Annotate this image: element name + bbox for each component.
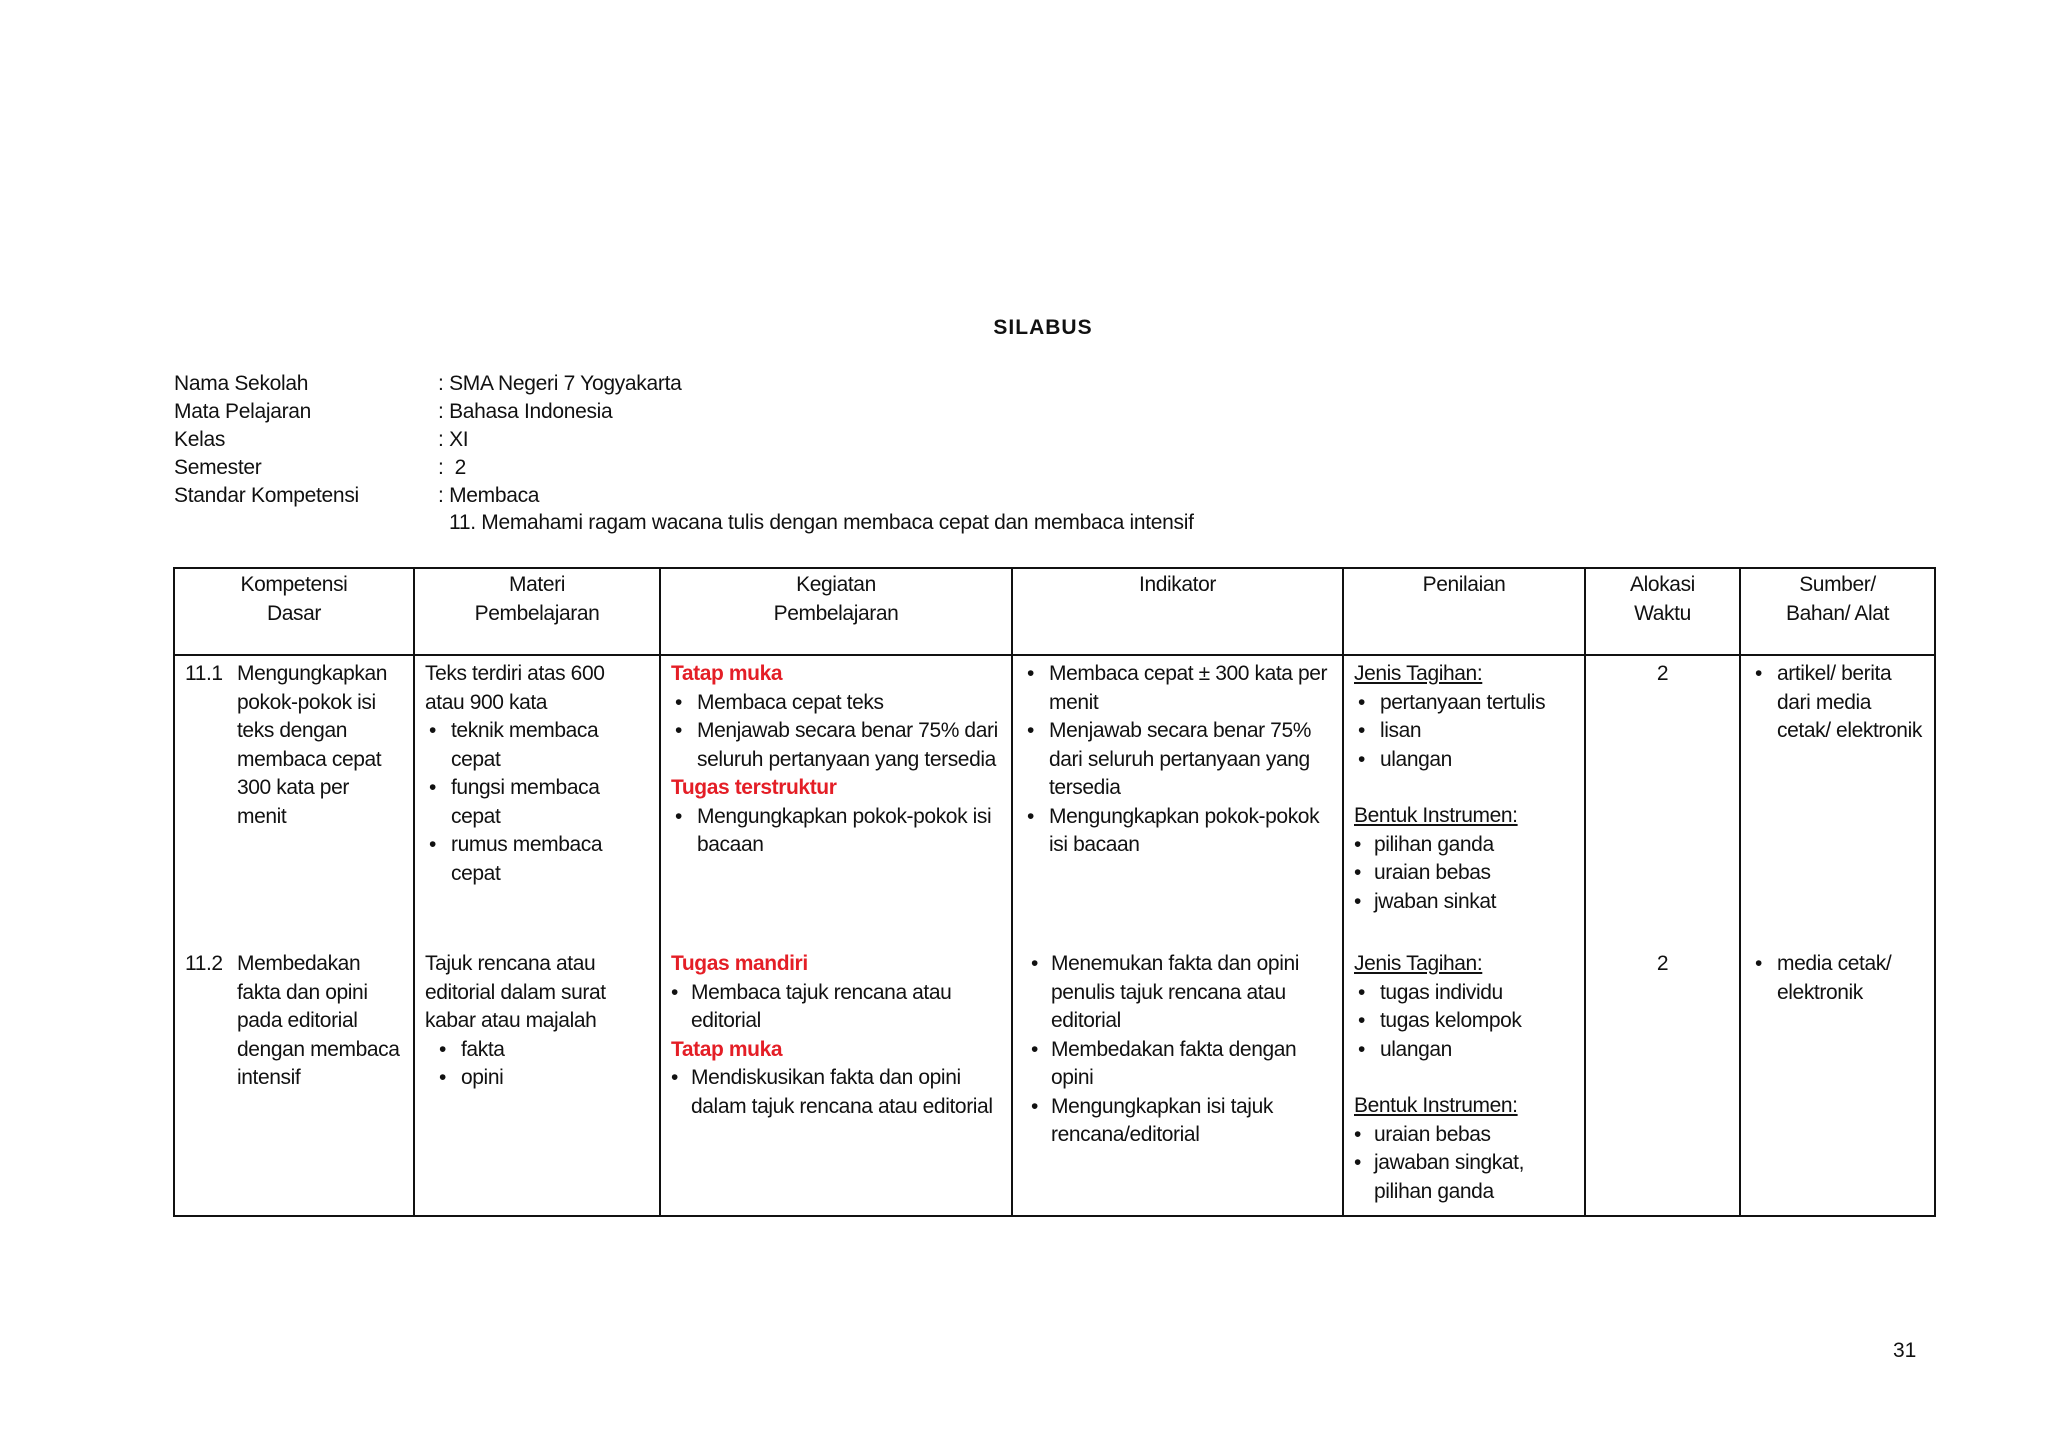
info-label: Standar Kompetensi xyxy=(174,484,359,507)
table-row xyxy=(174,655,1935,950)
list-item: • jawaban singkat, pilihan ganda xyxy=(1354,1149,1574,1206)
info-row-nama-sekolah xyxy=(174,370,682,398)
info-row-mata-pelajaran xyxy=(174,398,682,426)
info-label: Mata Pelajaran xyxy=(174,400,312,423)
kd-text: Membedakan fakta dan opini pada editorial dengan membaca intensif xyxy=(237,952,400,1089)
indikator-list xyxy=(1023,660,1332,860)
kd-number: 11.1 xyxy=(185,662,223,685)
cell-indikator xyxy=(1012,950,1343,1216)
materi-text: Tajuk rencana atau editorial dalam surat kabar atau majalah xyxy=(425,952,606,1032)
list-item: • Menjawab secara benar 75% dari seluruh pertanyaan yang tersedia xyxy=(671,717,1001,774)
list-item: • artikel/ berita dari media cetak/ elektronik xyxy=(1751,660,1924,746)
materi-list xyxy=(425,1036,649,1093)
list-item: • rumus membaca cepat xyxy=(425,831,649,888)
info-row-standar-kompetensi xyxy=(174,482,682,510)
header-alokasi-waktu: Alokasi Waktu xyxy=(1585,568,1740,655)
header-kompetensi-dasar: Kompetensi Dasar xyxy=(174,568,414,655)
list-item: • fungsi membaca cepat xyxy=(425,774,649,831)
info-value: : 2 xyxy=(438,456,466,479)
info-label: Nama Sekolah xyxy=(174,372,309,395)
kegiatan-list xyxy=(671,979,1001,1036)
info-label: Kelas xyxy=(174,428,226,451)
kegiatan-heading: Tugas terstruktur xyxy=(671,776,837,799)
info-label: Semester xyxy=(174,456,262,479)
materi-text: Teks terdiri atas 600 atau 900 kata xyxy=(425,662,605,714)
kegiatan-list xyxy=(671,1064,1001,1121)
kegiatan-heading: Tugas mandiri xyxy=(671,952,808,975)
list-item: • media cetak/ elektronik xyxy=(1751,950,1924,1007)
list-item: • jwaban sinkat xyxy=(1354,888,1574,917)
penilaian-heading: Bentuk Instrumen: xyxy=(1354,1094,1518,1117)
indikator-list xyxy=(1023,950,1332,1150)
syllabus-table xyxy=(173,567,1936,1217)
cell-sumber xyxy=(1740,950,1935,1216)
list-item: • opini xyxy=(435,1064,649,1093)
list-item: • Membaca cepat teks xyxy=(671,689,1001,718)
syllabus-info xyxy=(174,370,682,510)
info-value: : Bahasa Indonesia xyxy=(438,400,613,423)
materi-list xyxy=(425,717,649,888)
kd-text: Mengungkapkan pokok-pokok isi teks dengan membaca cepat 300 kata per menit xyxy=(237,662,388,828)
document-title: SILABUS xyxy=(993,316,1093,339)
penilaian-heading: Jenis Tagihan: xyxy=(1354,952,1483,975)
list-item: • Membaca tajuk rencana atau editorial xyxy=(671,979,1001,1036)
cell-materi xyxy=(414,950,660,1216)
sumber-list xyxy=(1751,660,1924,746)
cell-kegiatan xyxy=(660,950,1012,1216)
cell-indikator xyxy=(1012,655,1343,950)
list-item: • pilihan ganda xyxy=(1354,831,1574,860)
list-item: • uraian bebas xyxy=(1354,859,1574,888)
penilaian-list xyxy=(1354,831,1574,917)
cell-kegiatan xyxy=(660,655,1012,950)
cell-alokasi: 2 xyxy=(1585,950,1740,1216)
cell-kompetensi-dasar xyxy=(174,950,414,1216)
penilaian-heading: Jenis Tagihan: xyxy=(1354,662,1483,685)
page-number: 31 xyxy=(1893,1339,1917,1362)
kd-number: 11.2 xyxy=(185,952,223,975)
list-item: • Mengungkapkan pokok-pokok isi bacaan xyxy=(671,803,1001,860)
kegiatan-list xyxy=(671,689,1001,775)
penilaian-list xyxy=(1354,1121,1574,1207)
list-item: • ulangan xyxy=(1354,1036,1574,1065)
list-item: • uraian bebas xyxy=(1354,1121,1574,1150)
list-item: • ulangan xyxy=(1354,746,1574,775)
sumber-list xyxy=(1751,950,1924,1007)
list-item: • pertanyaan tertulis xyxy=(1354,689,1574,718)
info-row-semester xyxy=(174,454,682,482)
list-item: • tugas individu xyxy=(1354,979,1574,1008)
info-value: : XI xyxy=(438,428,469,451)
cell-alokasi: 2 xyxy=(1585,655,1740,950)
info-value: : SMA Negeri 7 Yogyakarta xyxy=(438,372,682,395)
kegiatan-heading: Tatap muka xyxy=(671,662,783,685)
kegiatan-heading: Tatap muka xyxy=(671,1037,783,1061)
standar-kompetensi-text: 11. Memahami ragam wacana tulis dengan membaca cepat dan membaca intensif xyxy=(449,511,1194,534)
header-indikator: Indikator xyxy=(1012,568,1343,655)
header-kegiatan-pembelajaran: Kegiatan Pembelajaran xyxy=(660,568,1012,655)
list-item: • Mengungkapkan pokok-pokok isi bacaan xyxy=(1023,803,1332,860)
penilaian-list xyxy=(1354,689,1574,775)
cell-materi xyxy=(414,655,660,950)
header-penilaian: Penilaian xyxy=(1343,568,1585,655)
list-item: • Membaca cepat ± 300 kata per menit xyxy=(1023,660,1332,717)
header-sumber: Sumber/ Bahan/ Alat xyxy=(1740,568,1935,655)
list-item: • Mendiskusikan fakta dan opini dalam tajuk rencana atau editorial xyxy=(671,1064,1001,1121)
list-item: • Membedakan fakta dengan opini xyxy=(1031,1036,1332,1093)
table-header-row xyxy=(174,568,1935,655)
header-materi-pembelajaran: Materi Pembelajaran xyxy=(414,568,660,655)
info-value: : Membaca xyxy=(438,484,540,507)
info-row-kelas xyxy=(174,426,682,454)
kegiatan-list xyxy=(671,803,1001,860)
penilaian-heading: Bentuk Instrumen: xyxy=(1354,804,1518,827)
list-item: • teknik membaca cepat xyxy=(425,717,649,774)
cell-penilaian xyxy=(1343,950,1585,1216)
cell-penilaian xyxy=(1343,655,1585,950)
list-item: • Menemukan fakta dan opini penulis tajuk rencana atau editorial xyxy=(1031,950,1332,1036)
cell-sumber xyxy=(1740,655,1935,950)
list-item: • lisan xyxy=(1354,717,1574,746)
list-item: • fakta xyxy=(435,1036,649,1065)
penilaian-list xyxy=(1354,979,1574,1065)
list-item: • Mengungkapkan isi tajuk rencana/editorial xyxy=(1031,1093,1332,1150)
table-row xyxy=(174,950,1935,1216)
list-item: • Menjawab secara benar 75% dari seluruh pertanyaan yang tersedia xyxy=(1023,717,1332,803)
cell-kompetensi-dasar xyxy=(174,655,414,950)
list-item: • tugas kelompok xyxy=(1354,1007,1574,1036)
